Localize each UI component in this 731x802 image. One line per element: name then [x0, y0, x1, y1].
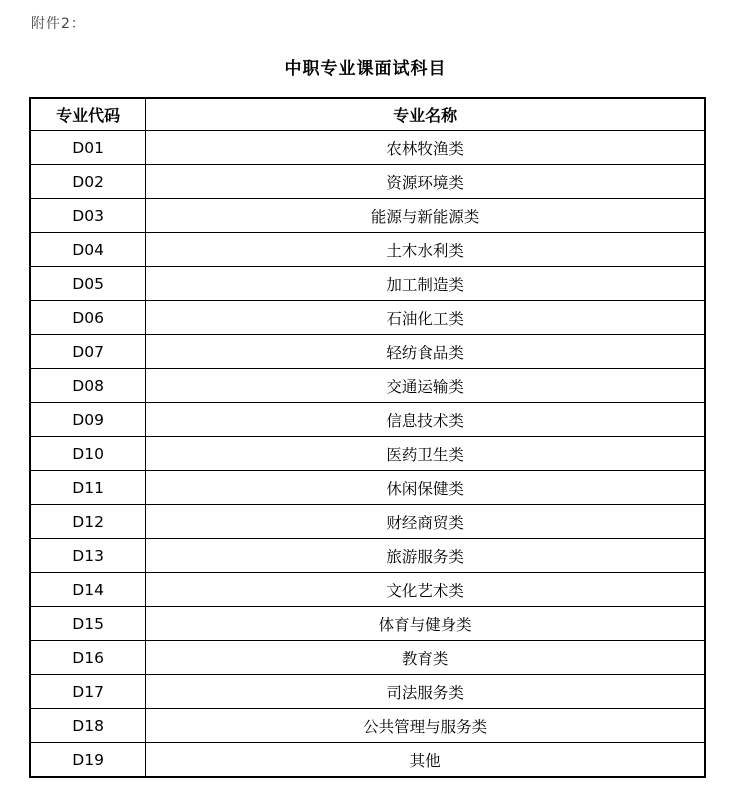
cell-name: 信息技术类: [146, 403, 705, 437]
table-header-row: [30, 98, 705, 131]
table-row: [30, 165, 705, 199]
cell-code: D07: [30, 335, 146, 369]
cell-code: D19: [30, 743, 146, 778]
table-row: [30, 437, 705, 471]
cell-name: 文化艺术类: [146, 573, 705, 607]
cell-code: D09: [30, 403, 146, 437]
subjects-table: [29, 97, 706, 778]
cell-name: 休闲保健类: [146, 471, 705, 505]
document-title: 中职专业课面试科目: [284, 59, 447, 79]
table-row: [30, 199, 705, 233]
attachment-label: 附件2：: [31, 16, 86, 32]
cell-name: 轻纺食品类: [146, 335, 705, 369]
cell-code: D13: [30, 539, 146, 573]
cell-name: 司法服务类: [146, 675, 705, 709]
cell-name: 医药卫生类: [146, 437, 705, 471]
table-body: [30, 131, 705, 778]
table-row: [30, 573, 705, 607]
table-row: [30, 301, 705, 335]
table-row: [30, 539, 705, 573]
cell-code: D01: [30, 131, 146, 165]
cell-code: D10: [30, 437, 146, 471]
cell-code: D05: [30, 267, 146, 301]
cell-name: 加工制造类: [146, 267, 705, 301]
cell-code: D11: [30, 471, 146, 505]
cell-name: 交通运输类: [146, 369, 705, 403]
cell-code: D12: [30, 505, 146, 539]
table-row: [30, 641, 705, 675]
table-row: [30, 709, 705, 743]
cell-code: D16: [30, 641, 146, 675]
cell-code: D18: [30, 709, 146, 743]
cell-code: D04: [30, 233, 146, 267]
table-row: [30, 471, 705, 505]
table-row: [30, 675, 705, 709]
cell-name: 其他: [146, 743, 705, 778]
cell-code: D03: [30, 199, 146, 233]
cell-code: D14: [30, 573, 146, 607]
table-row: [30, 607, 705, 641]
table-row: [30, 505, 705, 539]
cell-name: 财经商贸类: [146, 505, 705, 539]
cell-code: D17: [30, 675, 146, 709]
cell-code: D15: [30, 607, 146, 641]
cell-name: 体育与健身类: [146, 607, 705, 641]
cell-name: 资源环境类: [146, 165, 705, 199]
cell-code: D06: [30, 301, 146, 335]
cell-name: 教育类: [146, 641, 705, 675]
cell-name: 土木水利类: [146, 233, 705, 267]
table-row: [30, 233, 705, 267]
table-row: [30, 403, 705, 437]
cell-code: D02: [30, 165, 146, 199]
cell-name: 旅游服务类: [146, 539, 705, 573]
column-header-name: 专业名称: [146, 98, 705, 131]
cell-name: 石油化工类: [146, 301, 705, 335]
table-row: [30, 743, 705, 778]
table-row: [30, 267, 705, 301]
table-row: [30, 335, 705, 369]
column-header-code: 专业代码: [30, 98, 146, 131]
cell-name: 公共管理与服务类: [146, 709, 705, 743]
table-row: [30, 369, 705, 403]
cell-name: 农林牧渔类: [146, 131, 705, 165]
cell-name: 能源与新能源类: [146, 199, 705, 233]
table-row: [30, 131, 705, 165]
cell-code: D08: [30, 369, 146, 403]
